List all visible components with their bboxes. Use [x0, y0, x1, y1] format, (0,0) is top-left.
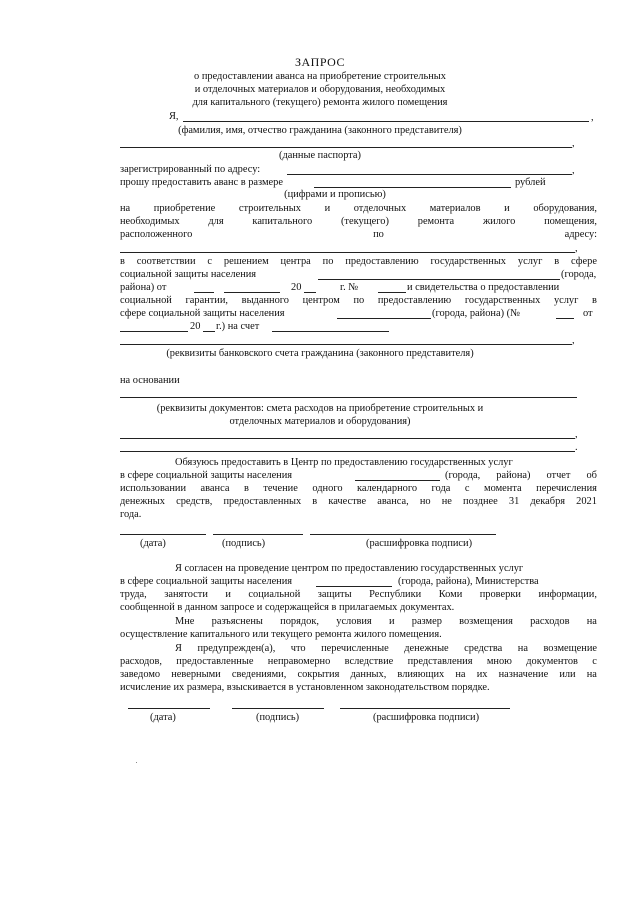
- consent-line-4: сообщенной в данном запросе и содержащейся в прилагаемых документах.: [120, 602, 455, 613]
- decision-line-5a: сфере социальной защиты населения: [120, 308, 285, 319]
- registered-label: зарегистрированный по адресу:: [120, 164, 261, 175]
- decision-year-prefix: 20: [291, 282, 302, 293]
- decision-line-2b: (города,: [561, 269, 597, 280]
- address-field[interactable]: [287, 174, 572, 175]
- decision-month-field[interactable]: [224, 292, 280, 293]
- warned-line-4: исчисление их размера, взыскивается в установленном законодательством порядке.: [120, 682, 490, 693]
- rubles-label: рублей: [515, 177, 546, 188]
- decision-line-1: в соответствии с решением центра по предоставлению государственных услуг в сфере: [120, 256, 597, 267]
- obligation-line-5: года.: [120, 509, 142, 520]
- obligation-line-2b: (города, района) отчет об: [445, 470, 597, 481]
- sig2-signature-label: (подпись): [256, 712, 300, 723]
- purpose-line-3: расположенного по адресу:: [120, 229, 597, 240]
- sig2-date-label: (дата): [150, 712, 176, 723]
- report-city-field[interactable]: [355, 480, 440, 481]
- scan-speck: [136, 762, 137, 763]
- consent-line-2a: в сфере социальной защиты населения: [120, 576, 293, 587]
- caption-docs-1: (реквизиты документов: смета расходов на приобретение строительных и: [156, 403, 484, 414]
- decision-city-field[interactable]: [318, 279, 560, 280]
- caption-bank: (реквизиты банковского счета гражданина (законного представителя): [166, 348, 474, 359]
- purpose-line-1: на приобретение строительных и отделочных материалов и оборудования,: [120, 203, 597, 214]
- decision-year-field[interactable]: [304, 292, 316, 293]
- property-address-field[interactable]: [120, 252, 575, 253]
- decision-line-5b: (города, района) (№: [432, 308, 521, 319]
- sig1-signature-label: (подпись): [222, 538, 266, 549]
- certificate-date-field[interactable]: [120, 331, 188, 332]
- decision-number-field[interactable]: [378, 292, 406, 293]
- sig1-date-label: (дата): [140, 538, 166, 549]
- obligation-line-4: денежных средств, предоставленных в качестве аванса, но не позднее 31 декабря 2021: [120, 496, 597, 507]
- obligation-line-3: использовании аванса в течение одного календарного года с момента перечисления: [120, 483, 597, 494]
- consent-line-2b: (города, района), Министерства: [398, 576, 539, 587]
- consent-line-1: Я согласен на проведение центром по предоставлению государственных услуг: [175, 563, 524, 574]
- ask-advance-label: прошу предоставить аванс в размере: [120, 177, 283, 188]
- decision-line-5c: от: [583, 308, 593, 319]
- decision-line-3d: и свидетельства о предоставлении: [407, 282, 560, 293]
- sig1-decoding-label: (расшифровка подписи): [366, 538, 473, 549]
- caption-figures: (цифрами и прописью): [284, 189, 386, 200]
- warned-line-3: заведомо неверными сведениями, сокрытия данных, влияющих на их назначение или на: [120, 669, 597, 680]
- consent-city-field[interactable]: [316, 586, 392, 587]
- caption-fio: (фамилия, имя, отчество гражданина (законного представителя): [178, 125, 462, 136]
- certificate-city-field[interactable]: [337, 318, 431, 319]
- sig2-decoding-label: (расшифровка подписи): [373, 712, 480, 723]
- on-basis-label: на основании: [120, 375, 180, 386]
- sig1-decoding-field[interactable]: [310, 534, 496, 535]
- decision-line-3c: г. №: [340, 282, 359, 293]
- consent-line-3: труда, занятости и социальной защиты Республики Коми проверки информации,: [120, 589, 597, 600]
- decision-line-2a: социальной защиты населения: [120, 269, 257, 280]
- sig2-signature-field[interactable]: [232, 708, 324, 709]
- decision-day-field[interactable]: [194, 292, 214, 293]
- caption-passport: (данные паспорта): [278, 150, 361, 161]
- explained-line-1: Мне разъяснены порядок, условия и размер возмещения расходов на: [175, 616, 597, 627]
- obligation-line-1: Обязуюсь предоставить в Центр по предоставлению государственных услуг: [175, 457, 513, 468]
- amount-field[interactable]: [314, 187, 511, 188]
- decision-line-3a: района) от: [120, 282, 167, 293]
- fio-field[interactable]: [183, 121, 589, 122]
- caption-docs-2: отделочных материалов и оборудования): [229, 416, 411, 427]
- i-label: Я,: [169, 111, 179, 122]
- purpose-line-2: необходимых для капитального (текущего) ремонта жилого помещения,: [120, 216, 597, 227]
- passport-field[interactable]: [120, 147, 572, 148]
- subtitle-line-1: о предоставлении аванса на приобретение строительных: [194, 71, 446, 82]
- sig1-date-field[interactable]: [120, 534, 206, 535]
- basis-docs-field-2[interactable]: [120, 438, 575, 439]
- sig2-decoding-field[interactable]: [340, 708, 510, 709]
- warned-line-2: расходов, предоставленные неправомерно вследствие представления мною документов с: [120, 656, 597, 667]
- certificate-year-field[interactable]: [203, 331, 215, 332]
- decision-line-6a: 20: [190, 321, 201, 332]
- decision-line-6b: г.) на счет: [216, 321, 260, 332]
- subtitle-line-2: и отделочных материалов и оборудования, необходимых: [194, 84, 446, 95]
- document-title: ЗАПРОС: [295, 55, 345, 69]
- certificate-number-field[interactable]: [556, 318, 574, 319]
- subtitle-line-3: для капитального (текущего) ремонта жилого помещения: [192, 97, 448, 108]
- basis-docs-field[interactable]: [120, 397, 577, 398]
- explained-line-2: осуществление капитального или текущего ремонта жилого помещения.: [120, 629, 442, 640]
- obligation-line-2a: в сфере социальной защиты населения: [120, 470, 293, 481]
- warned-line-1: Я предупрежден(а), что перечисленные денежные средства на возмещение: [175, 643, 597, 654]
- bank-details-field[interactable]: [120, 344, 572, 345]
- decision-line-4: социальной гарантии, выданного центром по предоставлению государственных услуг в: [120, 295, 597, 306]
- basis-docs-field-3[interactable]: [120, 451, 575, 452]
- sig1-signature-field[interactable]: [213, 534, 303, 535]
- sig2-date-field[interactable]: [128, 708, 210, 709]
- account-field[interactable]: [272, 331, 389, 332]
